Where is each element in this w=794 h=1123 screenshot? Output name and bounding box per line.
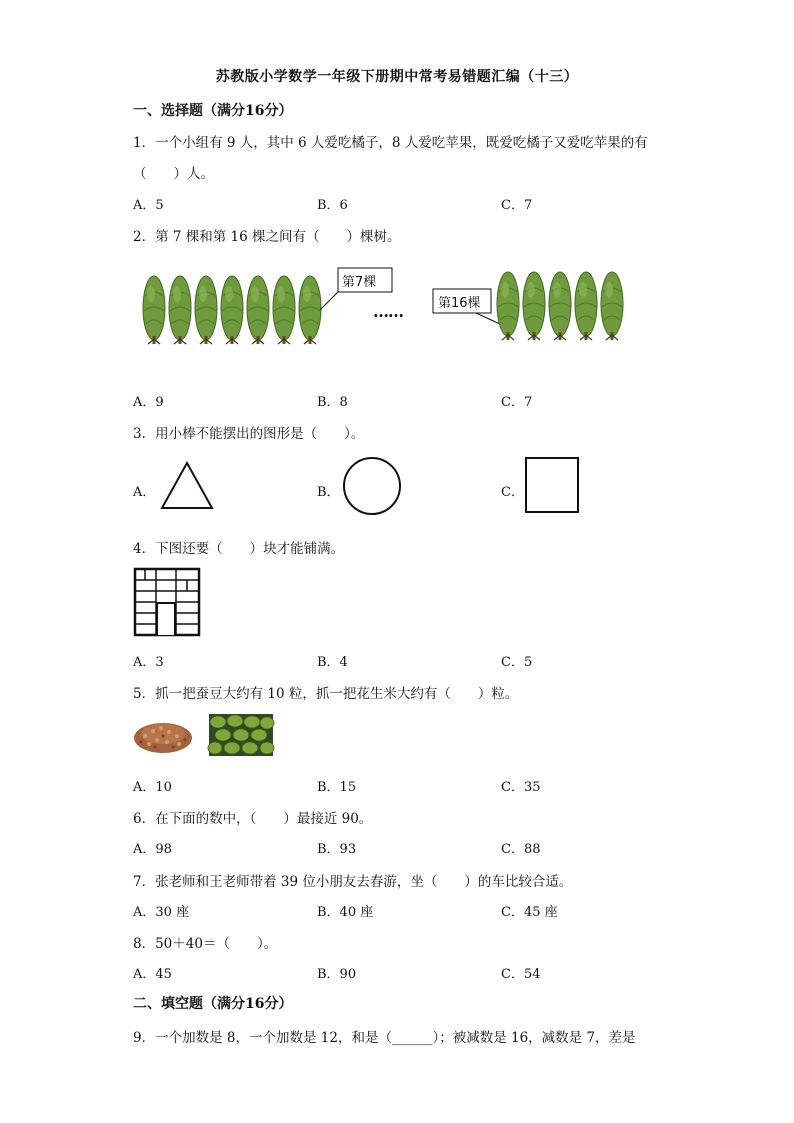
question-4-option-b[interactable]: B．4 xyxy=(317,655,348,670)
tree-6 xyxy=(273,276,295,344)
question-8-option-c[interactable]: C．54 xyxy=(501,967,541,982)
tree-16 xyxy=(497,272,519,340)
question-2-option-a[interactable]: A．9 xyxy=(133,395,164,410)
question-6-option-a[interactable]: A．98 xyxy=(133,842,172,857)
question-7-option-a[interactable]: A．30 座 xyxy=(133,905,190,920)
question-3-option-c[interactable]: C． xyxy=(501,485,524,500)
question-8-option-a[interactable]: A．45 xyxy=(133,967,172,982)
triangle-shape xyxy=(159,460,215,510)
peanut-pile-image xyxy=(133,714,193,756)
question-3-option-a[interactable]: A． xyxy=(133,485,156,500)
question-6-option-c[interactable]: C．88 xyxy=(501,842,541,857)
tree-5 xyxy=(247,276,269,344)
tree-20 xyxy=(601,272,623,340)
circle-shape xyxy=(342,456,402,516)
question-5-text: 5．抓一把蚕豆大约有 10 粒，抓一把花生米大约有（ ）粒。 xyxy=(133,686,519,702)
tree-1 xyxy=(143,276,165,344)
question-4-text: 4．下图还要（ ）块才能铺满。 xyxy=(133,541,345,557)
section-heading-fill: 二、填空题（满分16分） xyxy=(133,996,293,1012)
page-title: 苏教版小学数学一年级下册期中常考易错题汇编（十三） xyxy=(215,69,579,85)
question-7-text: 7．张老师和王老师带着 39 位小朋友去春游，坐（ ）的车比较合适。 xyxy=(133,874,573,890)
question-2-text: 2．第 7 棵和第 16 棵之间有（ ）棵树。 xyxy=(133,229,401,245)
callout-pointer-7 xyxy=(320,292,338,310)
question-2-option-b[interactable]: B．8 xyxy=(317,395,348,410)
callout-label-7: 第7棵 xyxy=(342,275,377,290)
tree-3 xyxy=(195,276,217,344)
question-4-option-c[interactable]: C．5 xyxy=(501,655,533,670)
tree-7 xyxy=(299,276,321,344)
tree-17 xyxy=(523,272,545,340)
tree-18 xyxy=(549,272,571,340)
question-7-option-b[interactable]: B．40 座 xyxy=(317,905,374,920)
tree-2 xyxy=(169,276,191,344)
tree-4 xyxy=(221,276,243,344)
ellipsis-between-trees: …… xyxy=(373,302,403,321)
question-6-option-b[interactable]: B．93 xyxy=(317,842,357,857)
tile-grid-figure xyxy=(134,568,202,638)
broad-bean-image xyxy=(209,714,273,756)
question-4-option-a[interactable]: A．3 xyxy=(133,655,164,670)
tree-19 xyxy=(575,272,597,340)
question-1-text-cont: （ ）人。 xyxy=(133,166,214,182)
question-3-option-b[interactable]: B． xyxy=(317,485,340,500)
question-6-text: 6．在下面的数中，（ ）最接近 90。 xyxy=(133,811,373,827)
question-1-option-c[interactable]: C．7 xyxy=(501,198,533,213)
question-5-option-c[interactable]: C．35 xyxy=(501,780,541,795)
section-heading-choice: 一、选择题（满分16分） xyxy=(133,103,293,119)
question-5-option-b[interactable]: B．15 xyxy=(317,780,357,795)
callout-pointer-16 xyxy=(476,313,500,324)
question-8-option-b[interactable]: B．90 xyxy=(317,967,357,982)
question-8-text: 8．50＋40＝（ ）。 xyxy=(133,936,278,952)
question-1-text: 1．一个小组有 9 人，其中 6 人爱吃橘子，8 人爱吃苹果，既爱吃橘子又爱吃苹果的有 xyxy=(133,135,648,151)
question-9-text: 9．一个加数是 8，一个加数是 12，和是（______）；被减数是 16，减数是 7，差是 xyxy=(133,1030,636,1046)
question-1-option-b[interactable]: B．6 xyxy=(317,198,348,213)
question-1-option-a[interactable]: A．5 xyxy=(133,198,164,213)
callout-label-16: 第16棵 xyxy=(438,296,481,311)
question-5-option-a[interactable]: A．10 xyxy=(133,780,172,795)
question-2-option-c[interactable]: C．7 xyxy=(501,395,533,410)
question-3-text: 3．用小棒不能摆出的图形是（ ）。 xyxy=(133,426,365,442)
question-7-option-c[interactable]: C．45 座 xyxy=(501,905,558,920)
square-shape xyxy=(524,456,580,514)
